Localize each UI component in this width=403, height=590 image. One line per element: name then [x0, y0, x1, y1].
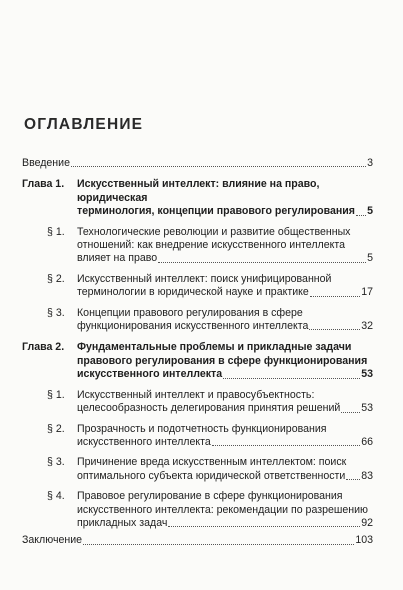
section-title-line: отношений: как внедрение искусственного интеллекта: [77, 239, 345, 252]
dot-leader: [356, 215, 366, 216]
dot-leader: [310, 296, 360, 297]
page-number: 5: [367, 205, 373, 218]
page-number: 3: [367, 157, 373, 169]
toc-section-1-3[interactable]: [22, 307, 373, 334]
section-title-line: влияет на право: [77, 252, 158, 265]
dot-leader: [346, 479, 360, 480]
page-number: 103: [355, 534, 373, 547]
section-label: § 3.: [47, 306, 65, 319]
section-label: § 2.: [47, 272, 65, 285]
page-number: 5: [367, 252, 373, 265]
chapter-label: Глава 2.: [22, 341, 65, 354]
chapter-title-line: Искусственный интеллект: влияние на право, юридическая: [77, 178, 320, 204]
toc-entry-title: Введение: [22, 157, 70, 169]
section-title-line: Технологические революции и развитие общественных: [77, 225, 351, 238]
section-title-line: Концепции правового регулирования в сфере: [77, 306, 303, 319]
page-number: 17: [361, 286, 373, 299]
chapter-title-line: искусственного интеллекта: [77, 368, 223, 381]
toc-section-2-2[interactable]: [22, 423, 373, 450]
chapter-title-line: терминология, концепции правового регулирования: [77, 205, 355, 218]
toc-chapter-1[interactable]: [22, 178, 373, 218]
toc-entry-title: Заключение: [22, 534, 83, 547]
section-label: § 2.: [47, 422, 65, 435]
table-of-contents: [22, 157, 373, 548]
section-title-line: терминологии в юридической науке и практике: [77, 286, 309, 299]
chapter-title-line: правового регулирования в сфере функционирования: [77, 354, 368, 367]
section-title-line: искусственного интеллекта: рекомендации по разрешению: [77, 503, 368, 516]
dot-leader: [71, 166, 366, 167]
section-title-line: искусственного интеллекта: [77, 435, 211, 448]
chapter-title-line: Фундаментальные проблемы и прикладные задачи: [77, 341, 352, 354]
section-title-line: Правовое регулирование в сфере функционирования: [77, 490, 343, 503]
section-title-line: функционирования искусственного интеллекта: [77, 320, 309, 333]
section-title-line: прикладных задач: [77, 516, 168, 529]
toc-section-2-3[interactable]: [22, 456, 373, 483]
page-number: 92: [361, 516, 373, 529]
toc-entry-intro[interactable]: [22, 157, 373, 170]
toc-chapter-2[interactable]: [22, 341, 373, 381]
page-number: 66: [361, 435, 373, 448]
page-number: 53: [361, 402, 373, 415]
chapter-label: Глава 1.: [22, 178, 65, 191]
section-label: § 4.: [47, 490, 65, 503]
toc-section-2-4[interactable]: [22, 490, 373, 530]
toc-section-2-1[interactable]: [22, 389, 373, 416]
section-title-line: Искусственный интеллект: поиск унифицированной: [77, 272, 332, 285]
toc-entry-conclusion[interactable]: [22, 534, 373, 547]
section-title-line: целесообразность делегирования принятия решений: [77, 402, 341, 415]
toc-heading: ОГЛАВЛЕНИЕ: [24, 116, 144, 133]
dot-leader: [168, 526, 360, 527]
page-number: 53: [361, 368, 373, 381]
dot-leader: [212, 445, 360, 446]
section-label: § 1.: [47, 388, 65, 401]
dot-leader: [341, 412, 360, 413]
page-number: 83: [361, 469, 373, 482]
section-title-line: Причинение вреда искусственным интеллектом: поиск: [77, 456, 347, 469]
section-title-line: оптимального субъекта юридической ответственности: [77, 469, 346, 482]
toc-section-1-1[interactable]: [22, 226, 373, 266]
section-label: § 1.: [47, 225, 65, 238]
dot-leader: [158, 262, 366, 263]
dot-leader: [309, 329, 360, 330]
section-label: § 3.: [47, 456, 65, 469]
section-title-line: Искусственный интеллект и правосубъектность:: [77, 388, 315, 401]
section-title-line: Прозрачность и подотчетность функционирования: [77, 422, 327, 435]
toc-section-1-2[interactable]: [22, 273, 373, 300]
dot-leader: [223, 378, 360, 379]
page-number: 32: [361, 320, 373, 333]
dot-leader: [83, 544, 354, 545]
